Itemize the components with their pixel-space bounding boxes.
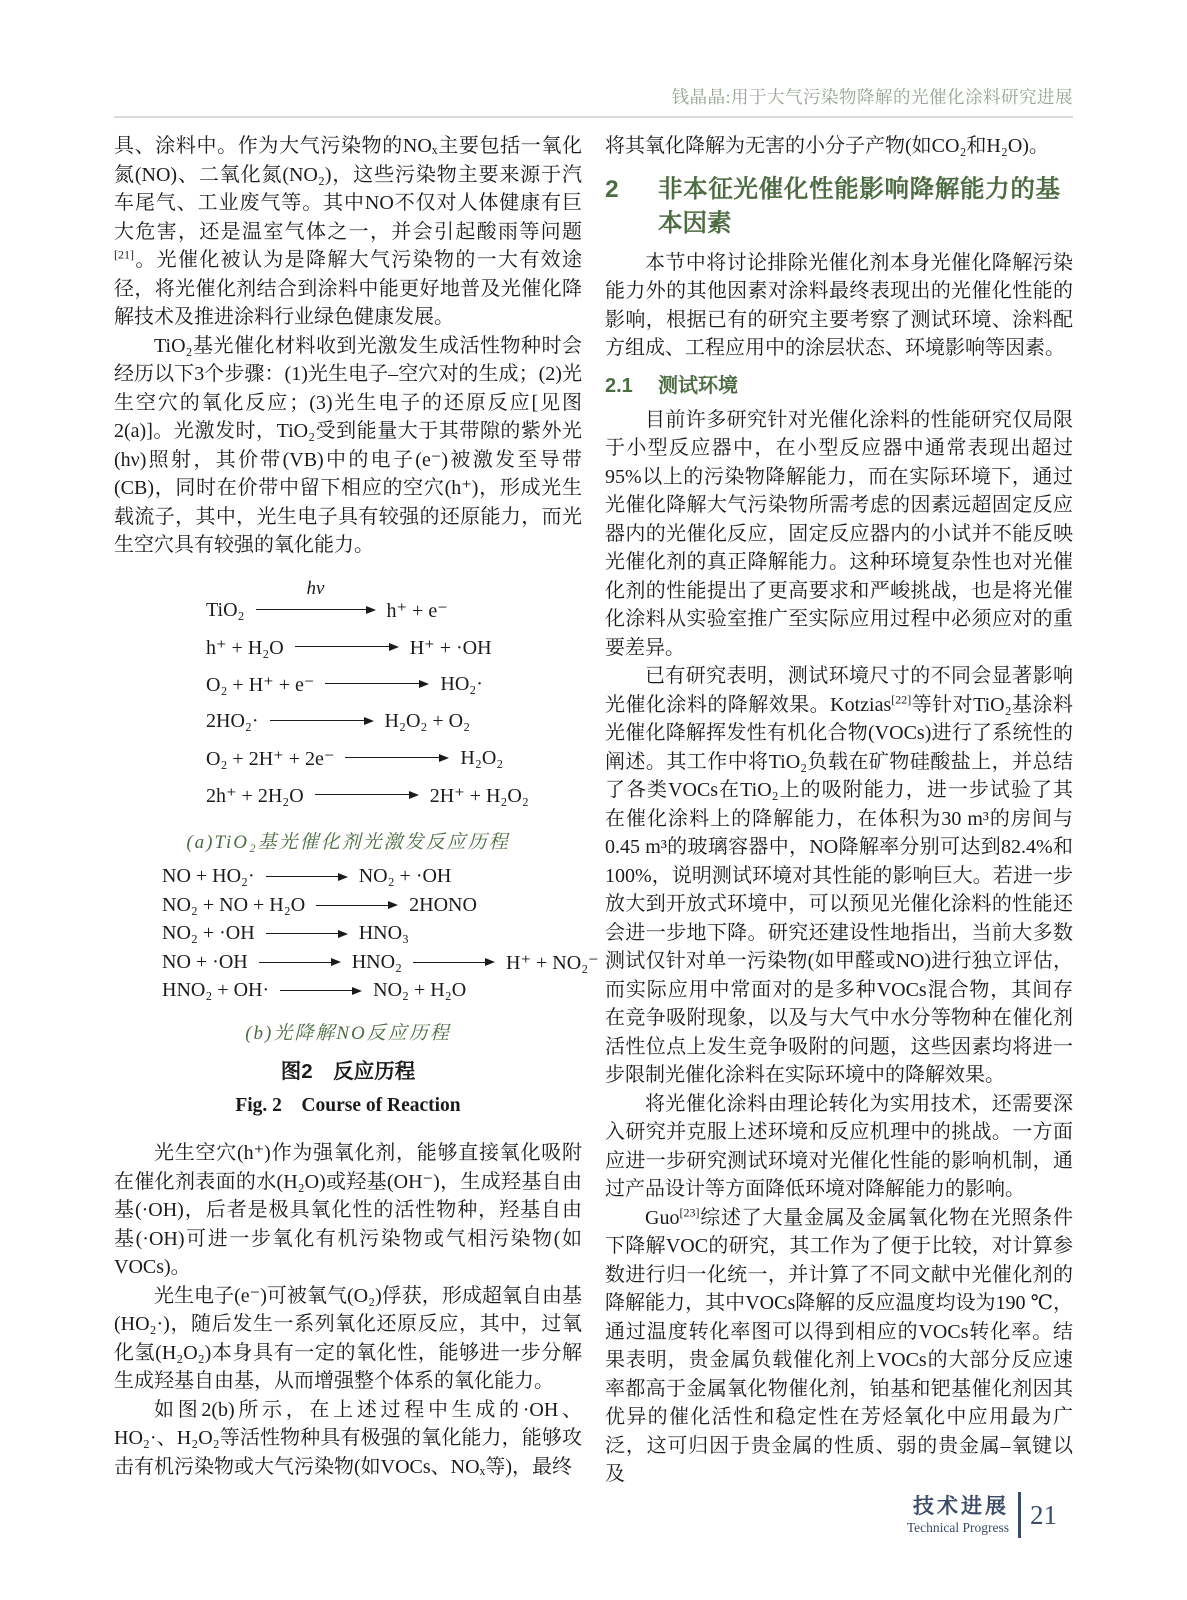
equation-row — [114, 891, 582, 920]
paragraph-text: 已有研究表明，测试环境尺寸的不同会显著影响光催化涂料的降解效果。Kotzias — [605, 665, 1073, 716]
reaction-arrow — [316, 898, 398, 912]
running-title: 钱晶晶:用于大气污染物降解的光催化涂料研究进展 — [671, 87, 1073, 107]
section-number: 2 — [605, 175, 619, 203]
subsection-title: 测试环境 — [658, 374, 738, 397]
figure-caption-a: (a)TiO₂基光催化剂光激发反应历程 — [186, 831, 510, 853]
section-title: 非本征光催化性能影响降解能力的基本因素 — [658, 175, 1060, 237]
eq-lhs: O₂ + H⁺ + e⁻ — [206, 673, 315, 696]
reaction-arrow — [270, 714, 374, 728]
equation-row — [114, 863, 582, 892]
eq-rhs: HNO₃ — [358, 922, 409, 945]
paragraph: 目前许多研究针对光催化涂料的性能研究仅局限于小型反应器中，在小型反应器中通常表现出超过95%以上的污染物降解能力，而在实际环境下，通过光催化降解大气污染物所需考虑的因素远超固定反应器内的光催化反应，固定反应器内的小试并不能反映光催化剂的真正降解能力。这种环境复杂性也对光催化剂的性能提出了更高要求和严峻挑战，也是将光催化涂料从实验室推广至实际应用过程中必须应对的重要差异。 — [605, 408, 1073, 659]
reaction-arrow — [315, 788, 419, 802]
reaction-arrow — [280, 984, 362, 998]
left-column — [114, 132, 599, 1489]
footer-section-zh: 技术进展 — [913, 1494, 1009, 1518]
eq-lhs: NO₂ + ·OH — [162, 922, 255, 945]
paragraph: 将其氧化降解为无害的小分子产物(如CO₂和H₂O)。 — [605, 135, 1049, 157]
eq-lhs: h⁺ + H₂O — [206, 636, 284, 659]
reaction-arrow — [345, 751, 449, 765]
eq-lhs: NO₂ + NO + H₂O — [162, 893, 306, 916]
eq-rhs: NO₂ + H₂O — [373, 979, 467, 1002]
equation-row — [114, 948, 599, 977]
eq-rhs: NO₂ + ·OH — [358, 865, 452, 888]
eq-rhs: 2HONO — [409, 893, 477, 916]
eq-rhs: h⁺ + e⁻ — [386, 599, 448, 622]
citation-ref: [22] — [891, 691, 912, 706]
paragraph-text: 综述了大量金属及金属氧化物在光照条件下降解VOC的研究，其工作为了便于比较，对计算参数进行归一化统一，并计算了不同文献中光催化剂的降解能力，其中VOCs降解的反应温度均设为190 ℃，通过温度转化率图可以得到相应的VOCs转化率。结果表明，贵金属负载催化剂上VOCs的大部分反应速率都高于金属氧化物催化剂，铂基和钯基催化剂因其优异的催化活性和稳定性在芳烃氧化中应用最为广泛，这可归因于贵金属的性质、弱的贵金属–氧键以及 — [605, 1206, 1073, 1485]
paragraph-text: 。光催化被认为是降解大气污染物的一大有效途径，将光催化剂结合到涂料中能更好地普及光催化降解技术及推进涂料行业绿色健康发展。 — [114, 249, 582, 328]
figure-2 — [114, 560, 599, 1140]
paragraph: 光生电子(e⁻)可被氧气(O₂)俘获，形成超氧自由基(HO₂·)，随后发生一系列氧化还原反应，其中，过氧化氢(H₂O₂)本身具有一定的氧化性，能够进一步分解生成羟基自由基，从而增强整个体系的氧化能力。 — [114, 1284, 582, 1392]
equation-row — [114, 740, 582, 777]
reaction-arrow — [413, 955, 495, 969]
page-footer — [907, 1492, 1057, 1538]
equation-group-a — [114, 566, 582, 814]
eq-rhs: 2H⁺ + H₂O₂ — [429, 784, 529, 807]
eq-mid: HNO₂ — [351, 950, 403, 973]
citation-ref: [21] — [114, 247, 134, 262]
paragraph-text: Guo — [645, 1206, 680, 1229]
figure-caption-zh: 图2 反应历程 — [280, 1060, 416, 1083]
paragraph-text: 具、涂料中。作为大气污染物的NOₓ主要包括一氧化氮(NO)、二氧化氮(NO₂)，这些污染物主要来源于汽车尾气、工业废气等。其中NO不仅对人体健康有巨大危害，还是温室气体之一，并会引起酸雨等问题 — [114, 135, 582, 243]
eq-lhs: HNO₂ + OH· — [162, 979, 270, 1002]
equation-row — [114, 703, 582, 740]
paragraph: TiO₂基光催化材料收到光激发生成活性物种时会经历以下3个步骤：(1)光生电子–空穴对的生成；(2)光生空穴的氧化反应；(3)光生电子的还原反应[见图2(a)]。光激发时，TiO₂受到能量大于其带隙的紫外光(hν)照射，其价带(VB)中的电子(e⁻)被激发至导带(CB)，同时在价带中留下相应的空穴(h⁺)，形成光生载流子，其中，光生电子具有较强的还原能力，而光生空穴具有较强的氧化能力。 — [114, 334, 582, 556]
eq-rhs: H₂O₂ + O₂ — [384, 709, 471, 732]
two-column-body — [114, 132, 1073, 1489]
figure-caption-b: (b)光降解NO反应历程 — [245, 1023, 451, 1044]
eq-rhs: H⁺ + NO₂⁻ — [506, 951, 599, 974]
eq-rhs: H⁺ + ·OH — [409, 636, 492, 659]
eq-lhs: TiO₂ — [206, 598, 245, 621]
reaction-arrow — [295, 640, 399, 654]
eq-lhs: O₂ + 2H⁺ + 2e⁻ — [206, 747, 335, 770]
paragraph — [605, 1204, 1073, 1489]
footer-divider — [1018, 1492, 1021, 1538]
eq-lhs: NO + HO₂· — [162, 865, 255, 888]
paragraph — [114, 132, 582, 332]
paragraph: 如图2(b)所示，在上述过程中生成的·OH、HO₂·、H₂O₂等活性物种具有极强的氧化能力，能够攻击有机污染物或大气污染物(如VOCs、NOₓ等)，最终 — [114, 1398, 582, 1478]
paragraph — [605, 662, 1073, 1090]
reaction-arrow — [266, 927, 348, 941]
paragraph: 本节中将讨论排除光催化剂本身光催化降解污染能力外的其他因素对涂料最终表现出的光催化性能的影响，根据已有的研究主要考察了测试环境、涂料配方组成、工程应用中的涂层状态、环境影响等因素。 — [605, 251, 1073, 359]
page-number: 21 — [1030, 1499, 1057, 1530]
equation-row — [114, 920, 582, 949]
equation-group-b — [114, 863, 599, 1006]
eq-lhs: 2HO₂· — [206, 709, 259, 732]
figure-caption-en: Fig. 2 Course of Reaction — [235, 1095, 461, 1116]
paragraph: 光生空穴(h⁺)作为强氧化剂，能够直接氧化吸附在催化剂表面的水(H₂O)或羟基(OH⁻)，生成羟基自由基(·OH)，后者是极具氧化性的活性物种，羟基自由基(·OH)可进一步氧化有机污染物或气相污染物(如VOCs)。 — [114, 1142, 582, 1278]
equation-row — [114, 629, 582, 666]
section-heading-2 — [605, 173, 1073, 241]
reaction-arrow — [259, 955, 341, 969]
subsection-heading-2-1 — [605, 372, 1073, 400]
header-rule — [114, 116, 1073, 118]
eq-lhs: NO + ·OH — [162, 950, 248, 973]
equation-row — [114, 666, 582, 703]
reaction-arrow — [256, 578, 376, 617]
equation-row — [114, 777, 582, 814]
equation-row — [114, 578, 582, 629]
eq-rhs: HO₂· — [440, 672, 483, 695]
paragraph-text: 等针对TiO₂基涂料光催化降解挥发性有机化合物(VOCs)进行了系统性的阐述。其工作中将TiO₂负载在矿物硅酸盐上，并总结了各类VOCs在TiO₂上的吸附能力，进一步试验了其在催化涂料上的降解能力，在体积为30 m³的房间与0.45 m³的玻璃容器中，NO降解率分别可达到82.4%和100%，说明测试环境对其性能的影响巨大。若进一步放大到开放式环境中，可以预见光催化涂料的性能还会进一步地下降。研究还建设性地指出，当前大多数测试仅针对单一污染物(如甲醛或NO)进行独立评估，而实际应用中常面对的是多种VOCs混合物，其间存在竞争吸附现象，以及与大气中水分等物种在催化剂活性位点上发生竞争吸附的问题，这些因素均将进一步限制光催化涂料在实际环境中的降解效果。 — [605, 693, 1073, 1086]
eq-lhs: 2h⁺ + 2H₂O — [206, 784, 304, 807]
reaction-arrow — [266, 870, 348, 884]
footer-section-labels — [907, 1495, 1009, 1536]
subsection-number: 2.1 — [605, 374, 633, 397]
arrow-label: hν — [306, 578, 325, 599]
eq-rhs: H₂O₂ — [460, 746, 504, 769]
citation-ref: [23] — [679, 1204, 700, 1219]
reaction-arrow — [325, 677, 429, 691]
equation-row — [114, 977, 582, 1006]
paragraph: 将光催化涂料由理论转化为实用技术，还需要深入研究并克服上述环境和反应机理中的挑战。一方面应进一步研究测试环境对光催化性能的影响机制，通过产品设计等方面降低环境对降解能力的影响。 — [605, 1092, 1073, 1200]
footer-section-en: Technical Progress — [906, 1519, 1009, 1535]
right-column — [605, 132, 1073, 1489]
